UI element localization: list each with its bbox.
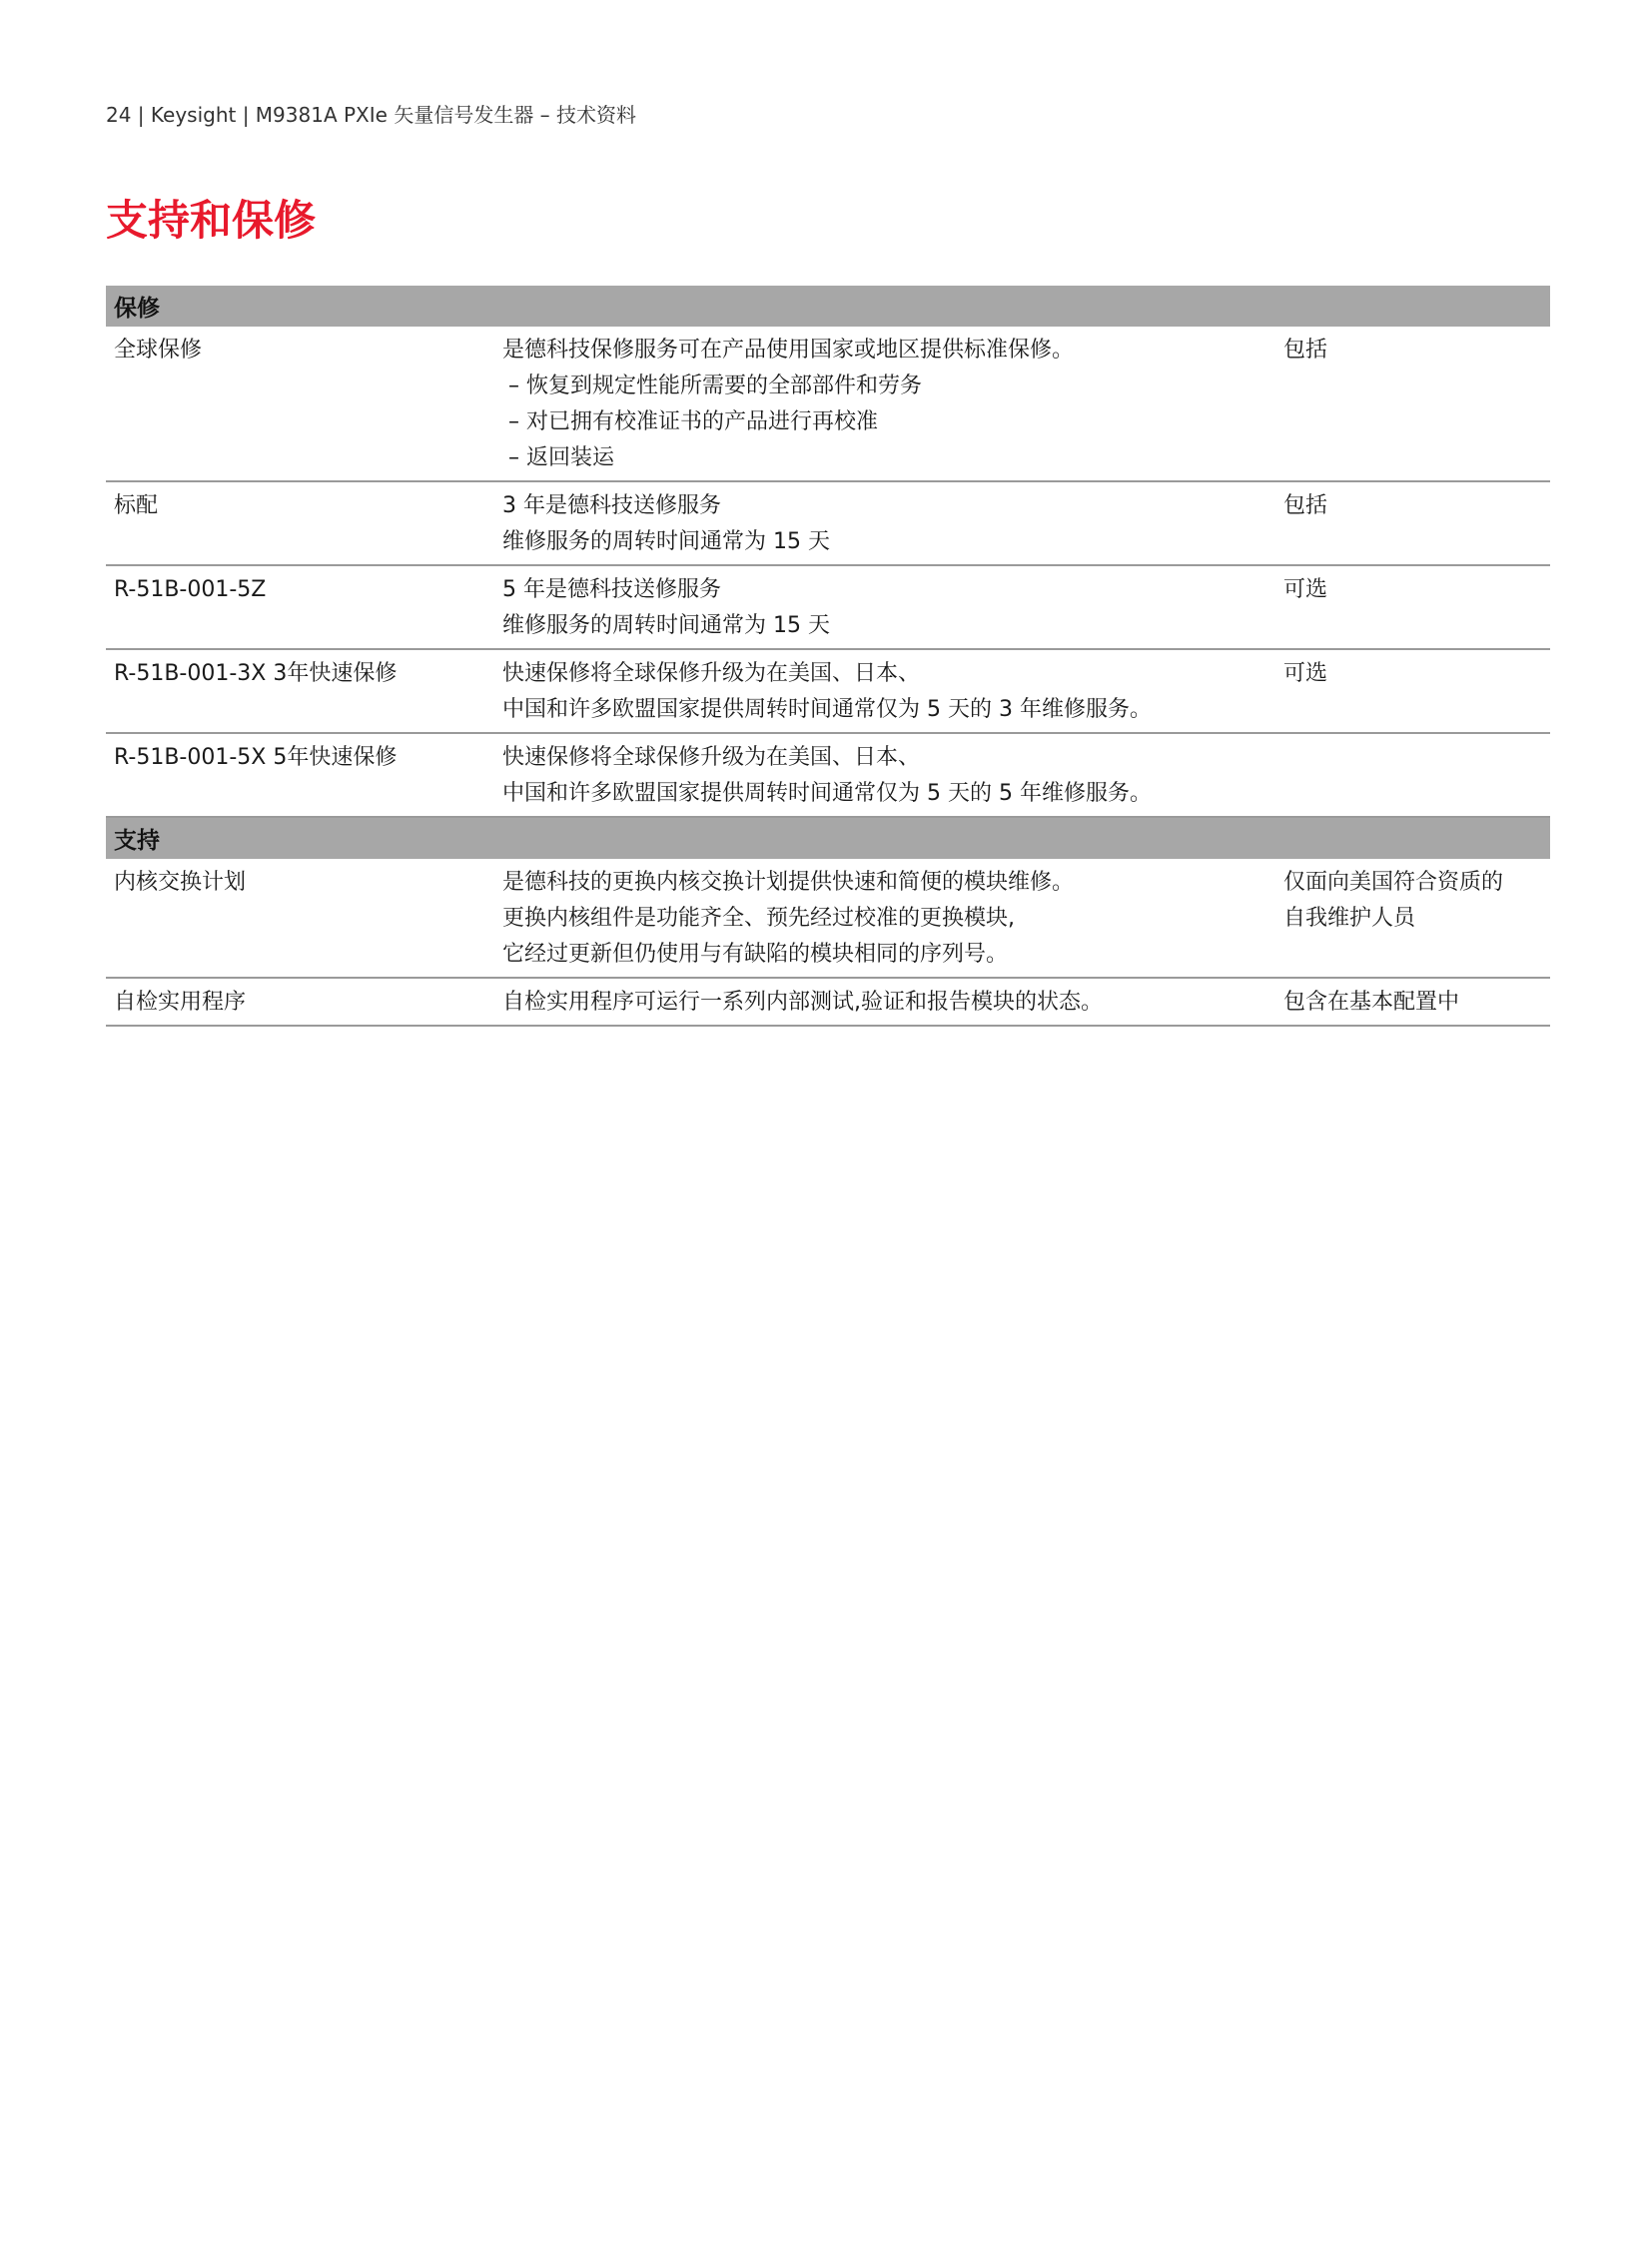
row-name-cell [106, 740, 502, 812]
row-description-cell [502, 572, 1283, 644]
description-line: 它经过更新但仍使用与有缺陷的模块相同的序列号。 [502, 942, 1009, 967]
row-availability-cell [1283, 656, 1550, 728]
description-line: 中国和许多欧盟国家提供周转时间通常仅为 5 天的 5 年维修服务。 [502, 781, 1152, 806]
availability-line: 可选 [1283, 577, 1328, 602]
row-availability-cell [1283, 865, 1550, 973]
availability-line: 包括 [1283, 338, 1328, 363]
row-availability-cell [1283, 333, 1550, 476]
row-availability-cell [1283, 572, 1550, 644]
row-description-cell [502, 333, 1283, 476]
row-name-cell [106, 865, 502, 973]
row-availability-cell [1283, 985, 1550, 1021]
row-name-cell [106, 656, 502, 728]
description-line: 自检实用程序可运行一系列内部测试,验证和报告模块的状态。 [502, 990, 1103, 1015]
table-row [106, 327, 1550, 482]
description-line: – 返回装运 [508, 445, 614, 470]
table-row [106, 650, 1550, 734]
description-line: 维修服务的周转时间通常为 15 天 [502, 529, 830, 554]
description-line: 5 年是德科技送修服务 [502, 577, 721, 602]
row-name-cell [106, 333, 502, 476]
availability-line: 仅面向美国符合资质的 [1283, 870, 1504, 895]
row-name: 内核交换计划 [114, 870, 247, 895]
row-name: 自检实用程序 [114, 990, 247, 1015]
description-line: 3 年是德科技送修服务 [502, 493, 721, 518]
description-line: 中国和许多欧盟国家提供周转时间通常仅为 5 天的 3 年维修服务。 [502, 697, 1152, 722]
row-name-cell [106, 488, 502, 560]
row-availability-cell [1283, 740, 1550, 812]
row-description-cell [502, 740, 1283, 812]
description-line: 是德科技保修服务可在产品使用国家或地区提供标准保修。 [502, 338, 1075, 363]
table-row [106, 859, 1550, 979]
description-line: 维修服务的周转时间通常为 15 天 [502, 613, 830, 638]
row-name: 标配 [114, 493, 159, 518]
section-header: 支持 [106, 818, 1550, 859]
description-line: 是德科技的更换内核交换计划提供快速和简便的模块维修。 [502, 870, 1075, 895]
row-name: R-51B-001-5Z [114, 577, 267, 602]
row-name-cell [106, 985, 502, 1021]
description-line: – 对已拥有校准证书的产品进行再校准 [508, 409, 878, 434]
page-header: 24 | Keysight | M9381A PXIe 矢量信号发生器 – 技术资料 [106, 103, 637, 127]
support-warranty-table [106, 286, 1550, 1027]
row-name: R-51B-001-3X 3年快速保修 [114, 661, 398, 686]
table-row [106, 734, 1550, 818]
row-description-cell [502, 865, 1283, 973]
row-availability-cell [1283, 488, 1550, 560]
row-description-cell [502, 985, 1283, 1021]
table-row [106, 566, 1550, 650]
table-row [106, 979, 1550, 1027]
availability-line: 自我维护人员 [1283, 906, 1416, 931]
row-name-cell [106, 572, 502, 644]
row-description-cell [502, 488, 1283, 560]
description-line: 快速保修将全球保修升级为在美国、日本、 [502, 661, 921, 686]
availability-line: 可选 [1283, 661, 1328, 686]
availability-line: 包含在基本配置中 [1283, 990, 1460, 1015]
table-row [106, 482, 1550, 566]
description-line: 快速保修将全球保修升级为在美国、日本、 [502, 745, 921, 770]
page-title: 支持和保修 [106, 196, 317, 245]
section-header: 保修 [106, 286, 1550, 327]
description-line: – 恢复到规定性能所需要的全部部件和劳务 [508, 374, 922, 398]
row-name: 全球保修 [114, 338, 203, 363]
description-line: 更换内核组件是功能齐全、预先经过校准的更换模块, [502, 906, 1015, 931]
row-description-cell [502, 656, 1283, 728]
availability-line: 包括 [1283, 493, 1328, 518]
row-name: R-51B-001-5X 5年快速保修 [114, 745, 398, 770]
